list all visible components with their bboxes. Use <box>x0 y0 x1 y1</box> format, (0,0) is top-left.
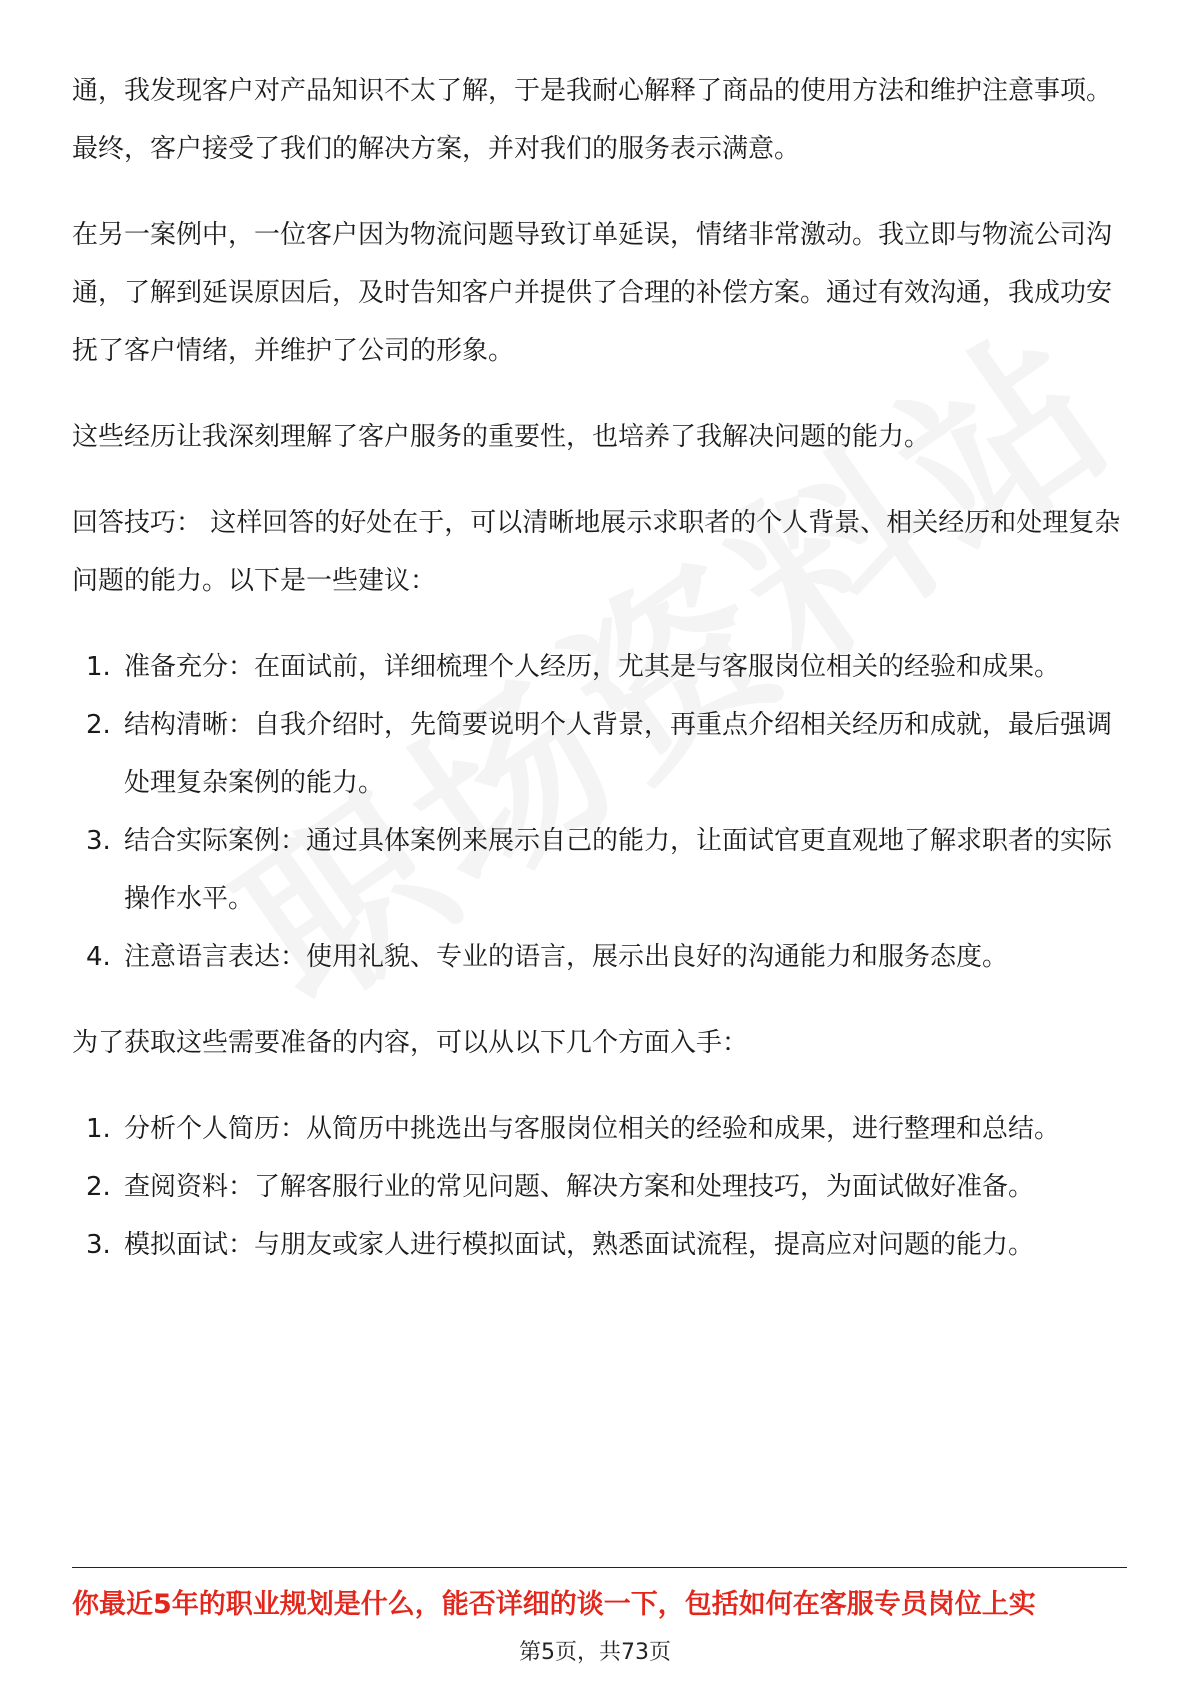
list-number: 2. <box>86 710 111 740</box>
list-item <box>72 812 1127 928</box>
list-number: 1. <box>86 652 111 682</box>
tips-list <box>72 638 1127 986</box>
list-text: 查阅资料：了解客服行业的常见问题、解决方案和处理技巧，为面试做好准备。 <box>124 1172 1035 1202</box>
paragraph-summary: 这些经历让我深刻理解了客户服务的重要性，也培养了我解决问题的能力。 <box>72 422 931 452</box>
list-item <box>72 638 1127 696</box>
divider <box>72 1567 1127 1568</box>
page-content <box>72 62 1127 1302</box>
list-number: 2. <box>86 1172 111 1202</box>
prep-list <box>72 1100 1127 1274</box>
paragraph-case: 在另一案例中，一位客户因为物流问题导致订单延误，情绪非常激动。我立即与物流公司沟通，了解到延误原因后，及时告知客户并提供了合理的补偿方案。通过有效沟通，我成功安抚了客户情绪，并维护了公司的形象。 <box>72 220 1113 366</box>
paragraph-prep-intro: 为了获取这些需要准备的内容，可以从以下几个方面入手： <box>72 1028 749 1058</box>
list-number: 3. <box>86 1230 111 1260</box>
list-text: 分析个人简历：从简历中挑选出与客服岗位相关的经验和成果，进行整理和总结。 <box>124 1114 1061 1144</box>
list-number: 4. <box>86 942 111 972</box>
next-question-heading: 你最近5年的职业规划是什么，能否详细的谈一下，包括如何在客服专员岗位上实 <box>72 1589 1036 1620</box>
paragraph-continuation: 通，我发现客户对产品知识不太了解，于是我耐心解释了商品的使用方法和维护注意事项。最终，客户接受了我们的解决方案，并对我们的服务表示满意。 <box>72 76 1113 164</box>
list-item <box>72 928 1127 986</box>
list-number: 1. <box>86 1114 111 1144</box>
paragraph-tips: 回答技巧： 这样回答的好处在于，可以清晰地展示求职者的个人背景、相关经历和处理复杂问题的能力。以下是一些建议： <box>72 508 1121 596</box>
list-text: 模拟面试：与朋友或家人进行模拟面试，熟悉面试流程，提高应对问题的能力。 <box>124 1230 1035 1260</box>
list-number: 3. <box>86 826 111 856</box>
list-text: 结合实际案例：通过具体案例来展示自己的能力，让面试官更直观地了解求职者的实际操作水平。 <box>124 826 1113 914</box>
list-text: 结构清晰：自我介绍时，先简要说明个人背景，再重点介绍相关经历和成就，最后强调处理复杂案例的能力。 <box>124 710 1113 798</box>
list-item <box>72 1100 1127 1158</box>
list-item <box>72 1158 1127 1216</box>
list-item <box>72 1216 1127 1274</box>
list-item <box>72 696 1127 812</box>
list-text: 注意语言表达：使用礼貌、专业的语言，展示出良好的沟通能力和服务态度。 <box>124 942 1009 972</box>
page-number: 第5页，共73页 <box>519 1640 671 1665</box>
list-text: 准备充分：在面试前，详细梳理个人经历，尤其是与客服岗位相关的经验和成果。 <box>124 652 1061 682</box>
